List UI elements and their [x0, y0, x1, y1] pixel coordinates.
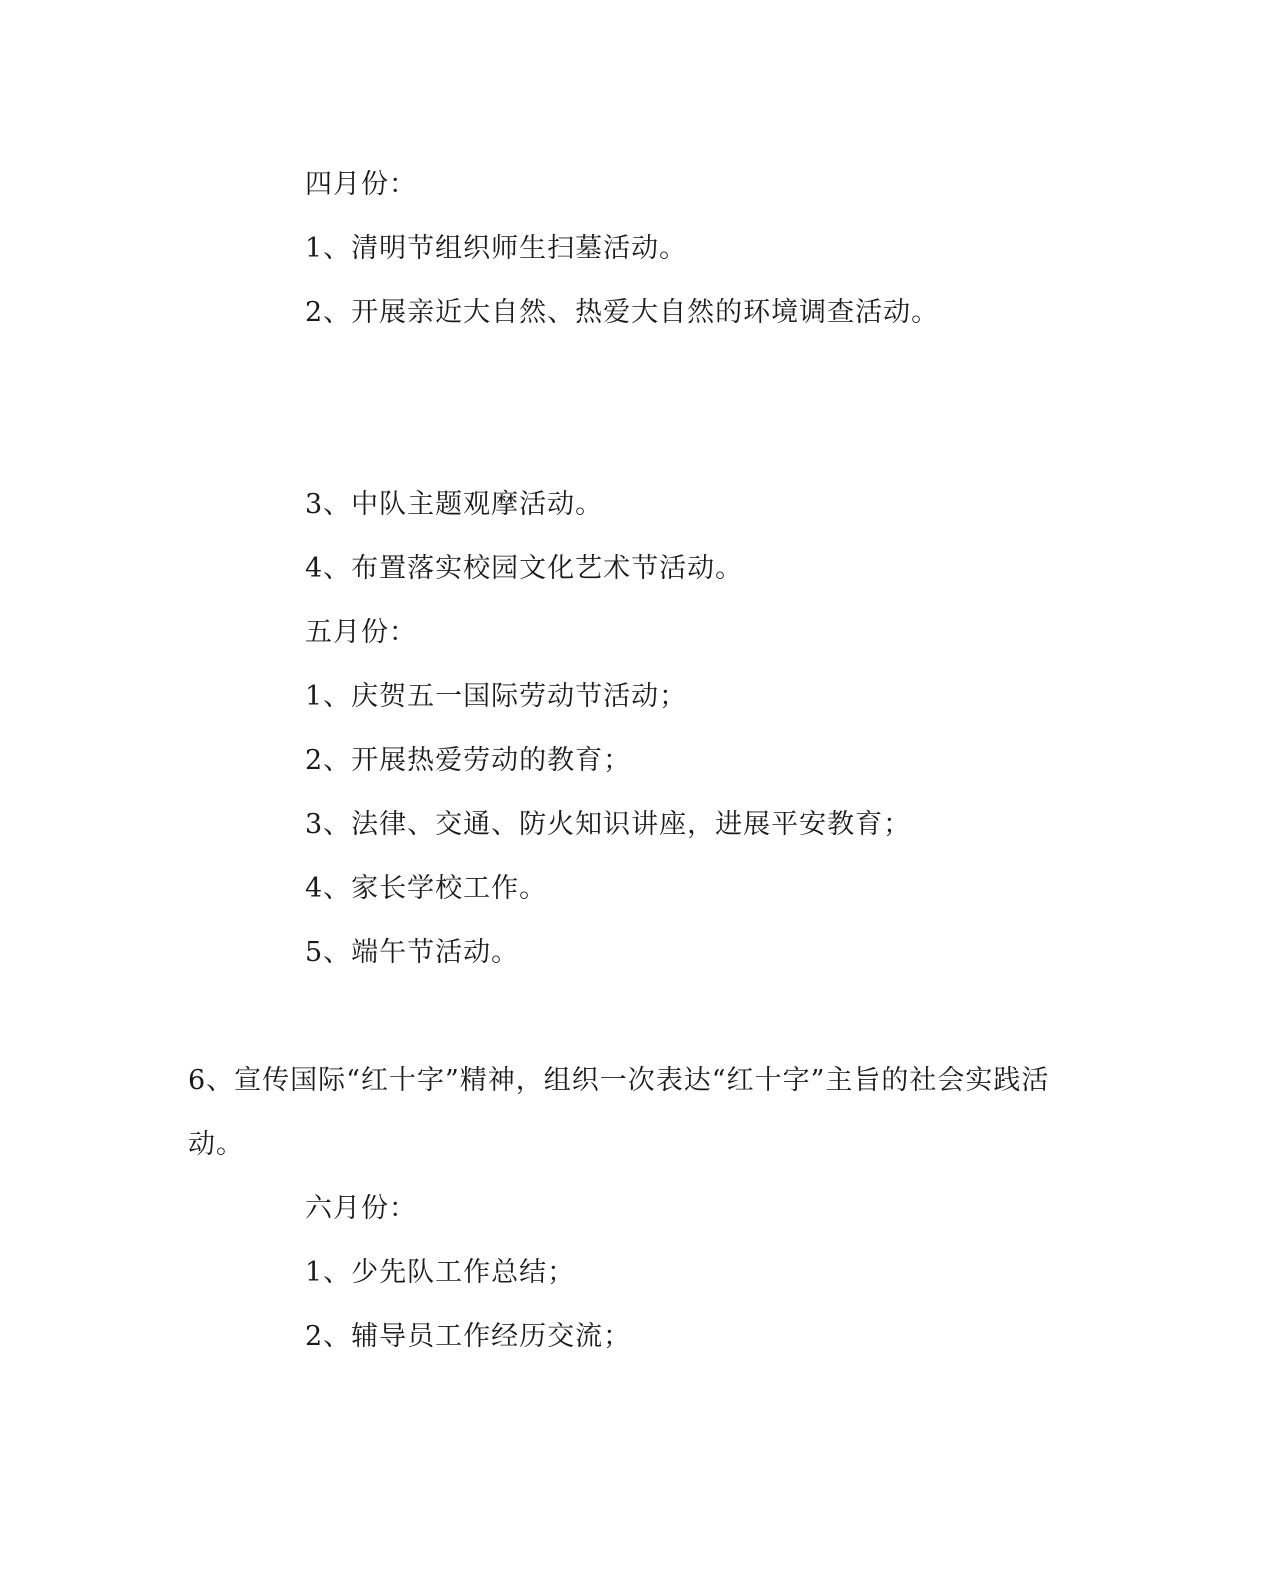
list-item: 2、辅导员工作经历交流；	[305, 1321, 632, 1352]
list-item: 4、家长学校工作。	[305, 873, 548, 904]
list-item: 1、庆贺五一国际劳动节活动；	[305, 681, 688, 712]
heading-may: 五月份：	[305, 617, 417, 648]
list-item: 3、法律、交通、防火知识讲座，进展平安教育；	[305, 809, 912, 840]
heading-june: 六月份：	[305, 1193, 417, 1224]
list-item: 6、宣传国际“红十字”精神，组织一次表达“红十字”主旨的社会实践活	[188, 1065, 1050, 1096]
list-item: 4、布置落实校园文化艺术节活动。	[305, 553, 744, 584]
list-item: 2、开展热爱劳动的教育；	[305, 745, 632, 776]
list-item: 3、中队主题观摩活动。	[305, 489, 604, 520]
heading-april: 四月份：	[305, 169, 417, 200]
list-item: 1、清明节组织师生扫墓活动。	[305, 233, 688, 264]
list-item: 5、端午节活动。	[305, 937, 520, 968]
list-item: 2、开展亲近大自然、热爱大自然的环境调查活动。	[305, 297, 940, 328]
list-item: 1、少先队工作总结；	[305, 1257, 576, 1288]
list-item-continuation: 动。	[188, 1129, 244, 1160]
